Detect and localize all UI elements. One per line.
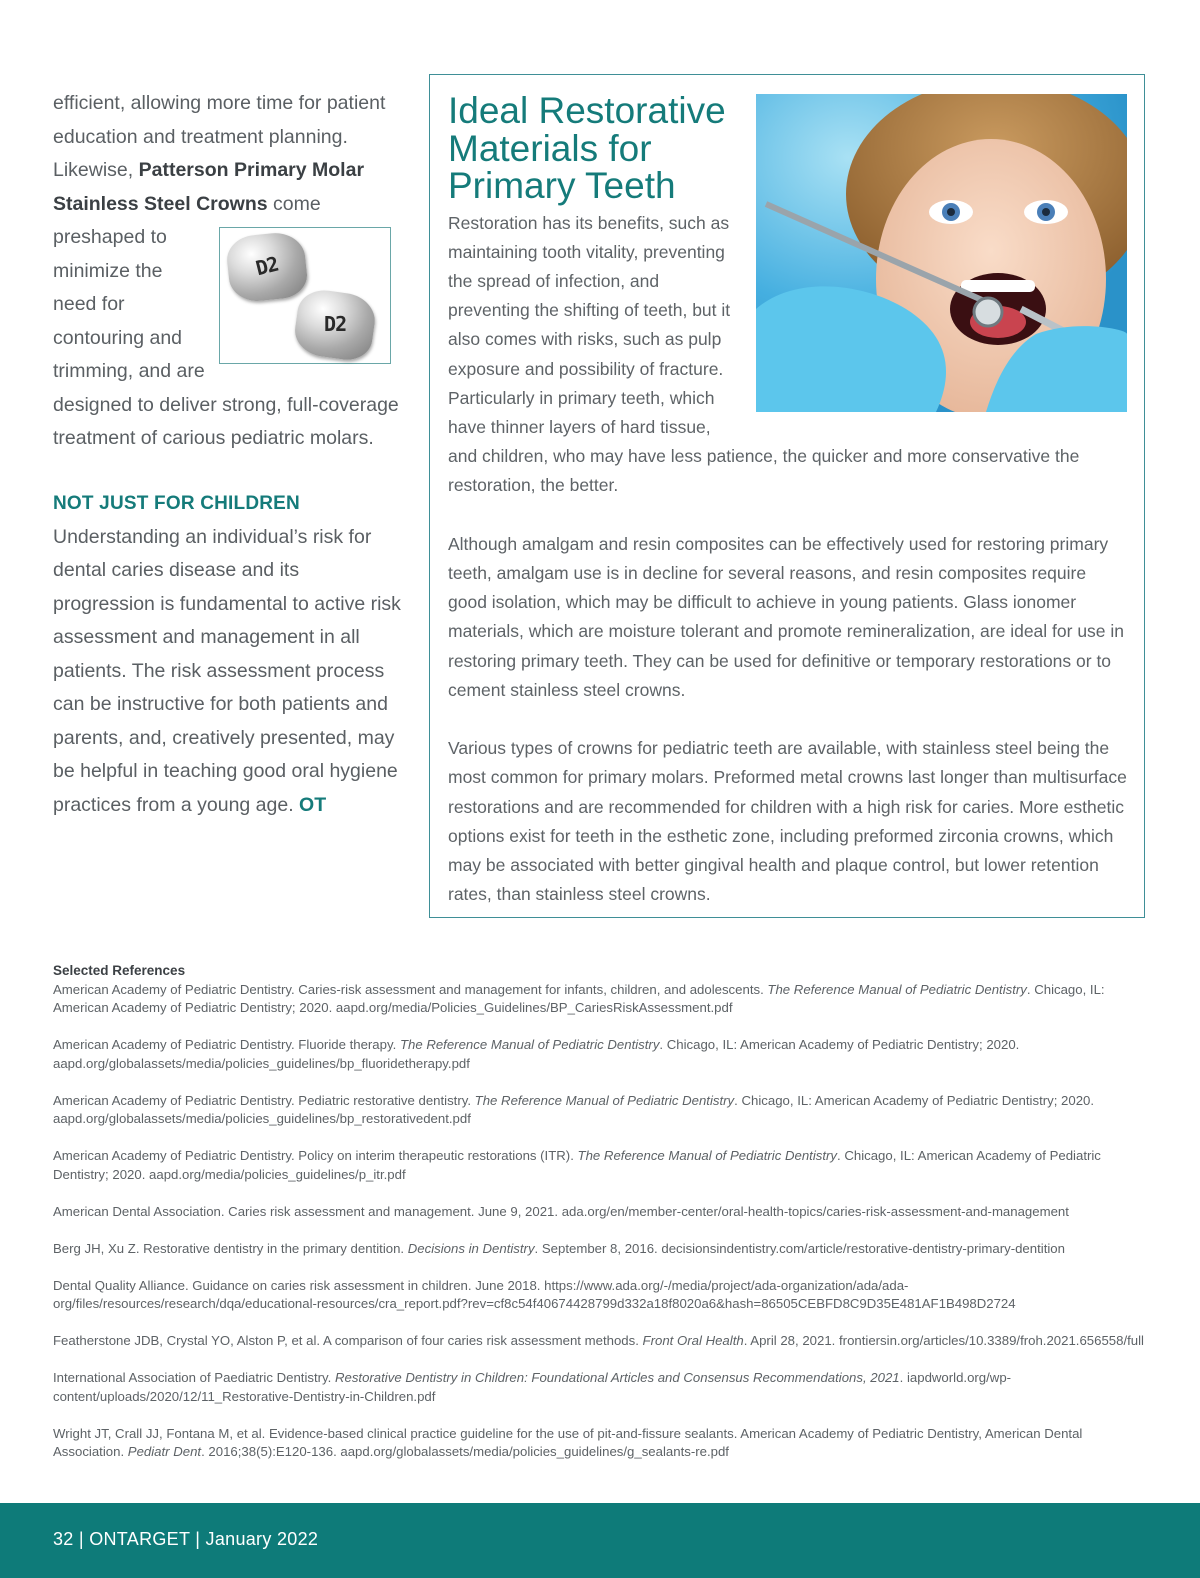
ref-title: The Reference Manual of Pediatric Dentistry — [399, 1037, 660, 1052]
reference-item — [53, 981, 1148, 1018]
left-paragraph-1 — [53, 87, 403, 456]
product-name: Patterson Primary Molar Stainless Steel Crowns — [53, 159, 365, 215]
para2-text: Understanding an individual’s risk for dental caries disease and its progression is fundamental to active risk assessment and management in all patients. The risk assessment process can be instructive for both patients and parents, and, creatively presented, may be helpful in teaching good oral hygiene practices from a young age. — [53, 525, 401, 816]
footer-page-info: 32 | ONTARGET | January 2022 — [53, 1529, 319, 1549]
reference-item — [53, 1203, 1148, 1222]
crown-figure — [219, 227, 391, 364]
photo-illustration — [756, 94, 1127, 412]
references-title: Selected References — [53, 963, 186, 978]
section-heading: NOT JUST FOR CHILDREN — [53, 492, 300, 514]
child-dental-photo — [756, 94, 1127, 412]
sidebar-paragraph-2: Although amalgam and resin composites can be effectively used for restoring primary teeth, amalgam use is in decline for several reasons, and resin composites require good isolation, which may be difficult to achieve in young patients. Glass ionomer materials, which are moisture tolerant and promote remineralization, are ideal for use in restoring primary teeth. They can be used for definitive or temporary restorations or to cement stainless steel crowns. — [448, 533, 1125, 700]
ref-title: The Reference Manual of Pediatric Dentistry — [767, 981, 1027, 997]
sidebar-paragraph-1: Restoration has its benefits, such as maintaining tooth vitality, preventing the spread of infection, and preventing the shifting of teeth, but it also comes with risks, such as pulp exposure and possibility of fracture. Particularly in primary teeth, which have thinner layers of hard tissue, and children, who may have less patience, the quicker and more conservative the restoration, the better. — [448, 212, 1080, 496]
ref-title: The Reference Manual of Pediatric Dentistry — [474, 1092, 735, 1108]
ref-text: Featherstone JDB, Crystal YO, Alston P, et al. A comparison of four caries risk assessment methods. — [53, 1333, 643, 1348]
para1-after: come preshaped to minimize the need for contouring and trimming, and are designed to deliver strong, full-coverage treatment of carious pediatric molars. — [53, 192, 399, 449]
page-footer — [0, 1503, 1200, 1578]
ref-text: American Academy of Pediatric Dentistry. Policy on interim therapeutic restorations (ITR). — [53, 1148, 578, 1163]
ref-text: . September 8, 2016. decisionsindentistry.com/article/restorative-dentistry-primary-dentition — [534, 1240, 1065, 1256]
ref-text: American Academy of Pediatric Dentistry. Fluoride therapy. — [53, 1037, 400, 1052]
left-paragraph-2 — [53, 521, 403, 823]
ref-title: Decisions in Dentistry — [407, 1240, 535, 1256]
ref-text: . Chicago, IL: American Academy of Pediatric Dentistry; 2020. aapd.org/globalassets/media/policies_guidelines/bp_fluoridetherapy.pdf — [53, 1037, 1020, 1071]
ref-text: . 2016;38(5):E120-136. aapd.org/globalassets/media/policies_guidelines/g_sealants-re.pdf — [201, 1444, 729, 1459]
left-column — [53, 87, 403, 822]
sidebar-paragraph-3: Various types of crowns for pediatric teeth are available, with stainless steel being the most common for primary molars. Preformed metal crowns last longer than multisurface restorations and are recommended for children with a high risk for caries. More esthetic options exist for teeth in the esthetic zone, including preformed zirconia crowns, which may be associated with better gingival health and plaque control, but lower retention rates, than stainless steel crowns. — [448, 738, 1127, 905]
ref-text: American Dental Association. Caries risk assessment and management. June 9, 2021. ada.org/en/member-center/oral-health-topics/caries-risk-assessment-and-management — [53, 1203, 1069, 1219]
reference-item — [53, 1369, 1148, 1406]
ref-text: . Chicago, IL: American Academy of Pediatric Dentistry; 2020. aapd.org/media/Policies_Guidelines/BP_CariesRiskAssessment.pdf — [53, 981, 1105, 1015]
sidebar-title: Ideal Restorative Materials for Primary Teeth — [448, 90, 726, 206]
ref-title: The Reference Manual of Pediatric Dentistry — [577, 1148, 838, 1163]
para1-lead: efficient, allowing more time for patient education and treatment planning. Likewise, — [53, 92, 386, 181]
reference-item — [53, 1036, 1148, 1073]
crown-label-2: D2 — [323, 312, 347, 337]
ref-text: . April 28, 2021. frontiersin.org/articles/10.3389/froh.2021.656558/full — [743, 1333, 1144, 1348]
ref-text: American Academy of Pediatric Dentistry. Pediatric restorative dentistry. — [53, 1092, 475, 1108]
reference-item — [53, 1240, 1148, 1259]
reference-item — [53, 1277, 1148, 1314]
ref-text: Wright JT, Crall JJ, Fontana M, et al. Evidence-based clinical practice guideline for the use of pit-and-fissure sealants. American Academy of Pediatric Dentistry, American Dental Association. — [53, 1425, 1083, 1459]
ref-text: Dental Quality Alliance. Guidance on caries risk assessment in children. June 2018. https://www.ada.org/-/media/project/ada-organization/ada/ada-org/files/resources/research/dqa/educational-resources/cra_report.pdf?rev=cf8c54f40674428799d332a18f8020a6&hash=86505CEBFD8C9D35E481AF1B498D2724 — [53, 1277, 1016, 1311]
crown-label-1: D2 — [253, 251, 281, 281]
sidebar-box — [429, 74, 1145, 918]
ref-title: Pediatr Dent — [127, 1444, 202, 1459]
ref-text: International Association of Paediatric Dentistry. — [53, 1370, 335, 1385]
ref-text: American Academy of Pediatric Dentistry. Caries-risk assessment and management for infants, children, and adolescents. — [53, 981, 768, 997]
reference-item — [53, 1332, 1148, 1351]
reference-item — [53, 1425, 1148, 1462]
ref-title: Restorative Dentistry in Children: Foundational Articles and Consensus Recommendations, 2021 — [334, 1370, 900, 1385]
end-mark: OT — [299, 793, 327, 816]
reference-item — [53, 1147, 1148, 1184]
ref-text: Berg JH, Xu Z. Restorative dentistry in the primary dentition. — [53, 1240, 408, 1256]
ref-text: . iapdworld.org/wp-content/uploads/2020/12/11_Restorative-Dentistry-in-Children.pdf — [53, 1370, 1012, 1404]
references-section — [53, 962, 1148, 1480]
crown-image-2 — [292, 287, 378, 363]
ref-text: . Chicago, IL: American Academy of Pediatric Dentistry; 2020. aapd.org/media/policies_guidelines/p_itr.pdf — [53, 1148, 1101, 1182]
ref-text: . Chicago, IL: American Academy of Pediatric Dentistry; 2020. aapd.org/globalassets/media/policies_guidelines/bp_restorativedent.pdf — [53, 1092, 1095, 1126]
ref-title: Front Oral Health — [642, 1333, 744, 1348]
reference-item — [53, 1092, 1148, 1129]
crown-image-1 — [225, 230, 309, 304]
